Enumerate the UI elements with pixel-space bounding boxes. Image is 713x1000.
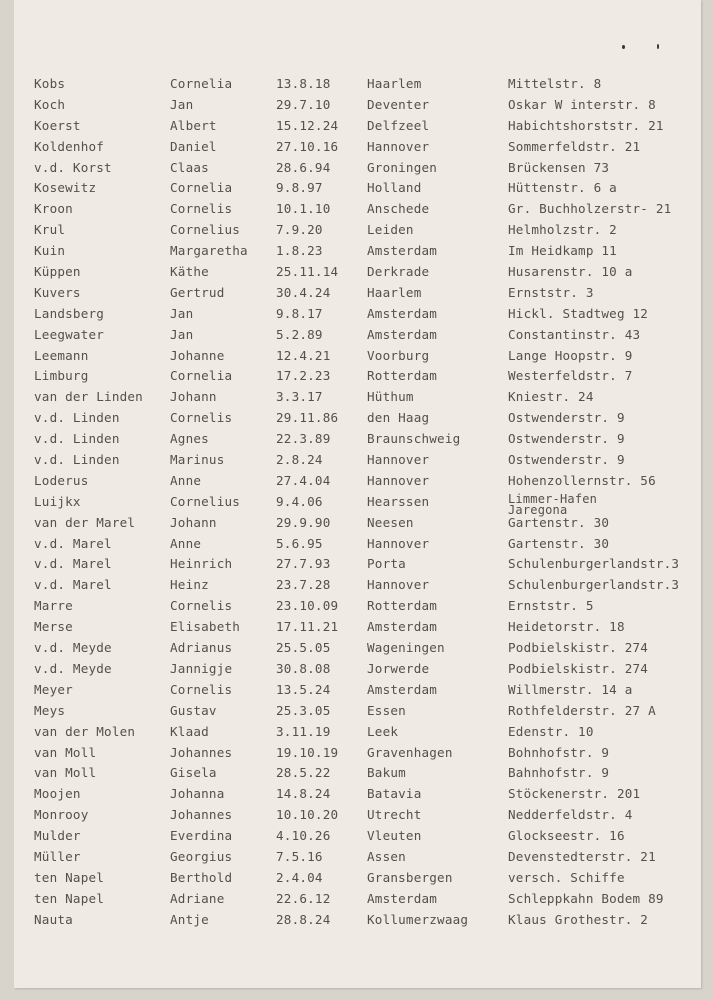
birth-date-cell: 27.7.93 bbox=[276, 556, 331, 572]
birth-date-cell: 23.10.09 bbox=[276, 598, 339, 614]
table-row bbox=[34, 180, 694, 201]
birth-place-cell: Wageningen bbox=[367, 640, 445, 656]
table-row bbox=[34, 97, 694, 118]
first-name-cell: Johann bbox=[170, 389, 217, 405]
first-name-cell: Albert bbox=[170, 117, 217, 133]
table-row bbox=[34, 870, 694, 891]
first-name-cell: Anne bbox=[170, 535, 202, 551]
last-name-cell: Landsberg bbox=[34, 305, 105, 321]
last-name-cell: Leemann bbox=[34, 347, 89, 363]
first-name-cell: Cornelius bbox=[170, 222, 241, 238]
first-name-cell: Gisela bbox=[170, 765, 217, 781]
first-name-cell: Heinrich bbox=[170, 556, 233, 572]
birth-place-cell: Amsterdam bbox=[367, 890, 438, 906]
birth-place-cell: Porta bbox=[367, 556, 406, 572]
birth-place-cell: Batavia bbox=[367, 786, 422, 802]
address-cell: Ernststr. 5 bbox=[508, 598, 594, 614]
birth-place-cell: Groningen bbox=[367, 159, 438, 175]
birth-date-cell: 13.8.18 bbox=[276, 76, 331, 91]
table-row bbox=[34, 160, 694, 181]
table-row bbox=[34, 807, 694, 828]
birth-place-cell: Jorwerde bbox=[367, 660, 430, 676]
address-cell: Oskar W interstr. 8 bbox=[508, 96, 656, 112]
first-name-cell: Johannes bbox=[170, 807, 233, 823]
address-cell: Constantinstr. 43 bbox=[508, 326, 641, 342]
first-name-cell: Claas bbox=[170, 159, 209, 175]
document-page bbox=[14, 0, 701, 988]
table-row bbox=[34, 389, 694, 410]
table-row bbox=[34, 765, 694, 786]
last-name-cell: Krul bbox=[34, 222, 66, 238]
address-cell: Hüttenstr. 6 a bbox=[508, 180, 617, 196]
birth-date-cell: 3.11.19 bbox=[276, 723, 331, 739]
table-row bbox=[34, 786, 694, 807]
last-name-cell: Monrooy bbox=[34, 807, 89, 823]
table-row bbox=[34, 473, 694, 494]
first-name-cell: Adriane bbox=[170, 890, 225, 906]
last-name-cell: Mulder bbox=[34, 828, 81, 844]
last-name-cell: Koch bbox=[34, 96, 66, 112]
last-name-cell: v.d. Korst bbox=[34, 159, 112, 175]
first-name-cell: Johanne bbox=[170, 347, 225, 363]
name-list-table bbox=[34, 76, 694, 933]
birth-place-cell: Bakum bbox=[367, 765, 406, 781]
ink-dot-mark bbox=[657, 44, 659, 49]
table-row bbox=[34, 410, 694, 431]
birth-place-cell: Haarlem bbox=[367, 284, 422, 300]
address-cell: versch. Schiffe bbox=[508, 869, 625, 885]
table-row bbox=[34, 745, 694, 766]
first-name-cell: Johannes bbox=[170, 744, 233, 760]
table-row bbox=[34, 222, 694, 243]
last-name-cell: Loderus bbox=[34, 472, 89, 488]
birth-place-cell: Utrecht bbox=[367, 807, 422, 823]
address-cell: Podbielskistr. 274 bbox=[508, 660, 649, 676]
table-row bbox=[34, 452, 694, 473]
address-cell: Kniestr. 24 bbox=[508, 389, 594, 405]
birth-date-cell: 4.10.26 bbox=[276, 828, 331, 844]
last-name-cell: Kosewitz bbox=[34, 180, 97, 196]
last-name-cell: v.d. Meyde bbox=[34, 660, 112, 676]
birth-place-cell: Haarlem bbox=[367, 76, 422, 91]
address-cell: Husarenstr. 10 a bbox=[508, 264, 633, 280]
last-name-cell: v.d. Linden bbox=[34, 431, 120, 447]
first-name-cell: Käthe bbox=[170, 264, 209, 280]
last-name-cell: ten Napel bbox=[34, 890, 105, 906]
birth-date-cell: 25.5.05 bbox=[276, 640, 331, 656]
first-name-cell: Cornelius bbox=[170, 493, 241, 509]
last-name-cell: van Moll bbox=[34, 765, 97, 781]
last-name-cell: Koerst bbox=[34, 117, 81, 133]
birth-date-cell: 10.1.10 bbox=[276, 201, 331, 217]
birth-date-cell: 5.6.95 bbox=[276, 535, 323, 551]
birth-date-cell: 19.10.19 bbox=[276, 744, 339, 760]
birth-place-cell: Assen bbox=[367, 848, 406, 864]
birth-date-cell: 7.9.20 bbox=[276, 222, 323, 238]
address-cell: Rothfelderstr. 27 A bbox=[508, 702, 656, 718]
address-cell: Podbielskistr. 274 bbox=[508, 640, 649, 656]
birth-place-cell: Gransbergen bbox=[367, 869, 453, 885]
birth-place-cell: Vleuten bbox=[367, 828, 422, 844]
last-name-cell: van der Marel bbox=[34, 514, 136, 530]
birth-date-cell: 17.2.23 bbox=[276, 368, 331, 384]
last-name-cell: v.d. Linden bbox=[34, 410, 120, 426]
birth-date-cell: 22.6.12 bbox=[276, 890, 331, 906]
birth-place-cell: Anschede bbox=[367, 201, 430, 217]
birth-date-cell: 2.4.04 bbox=[276, 869, 323, 885]
first-name-cell: Cornelia bbox=[170, 180, 233, 196]
table-row bbox=[34, 556, 694, 577]
last-name-cell: Moojen bbox=[34, 786, 81, 802]
birth-place-cell: Rotterdam bbox=[367, 368, 438, 384]
address-cell: Schulenburgerlandstr.3 bbox=[508, 556, 680, 572]
last-name-cell: Kroon bbox=[34, 201, 73, 217]
birth-date-cell: 29.7.10 bbox=[276, 96, 331, 112]
first-name-cell: Marinus bbox=[170, 452, 225, 468]
first-name-cell: Berthold bbox=[170, 869, 233, 885]
address-cell: Ostwenderstr. 9 bbox=[508, 452, 625, 468]
first-name-cell: Jannigje bbox=[170, 660, 233, 676]
birth-place-cell: Amsterdam bbox=[367, 619, 438, 635]
address-cell: Schulenburgerlandstr.3 bbox=[508, 577, 680, 593]
last-name-cell: Merse bbox=[34, 619, 73, 635]
table-row bbox=[34, 640, 694, 661]
last-name-cell: Leegwater bbox=[34, 326, 105, 342]
birth-place-cell: Voorburg bbox=[367, 347, 430, 363]
address-cell: Westerfeldstr. 7 bbox=[508, 368, 633, 384]
last-name-cell: ten Napel bbox=[34, 869, 105, 885]
birth-date-cell: 22.3.89 bbox=[276, 431, 331, 447]
address-cell: Ernststr. 3 bbox=[508, 284, 594, 300]
birth-date-cell: 7.5.16 bbox=[276, 848, 323, 864]
last-name-cell: Kuvers bbox=[34, 284, 81, 300]
birth-date-cell: 5.2.89 bbox=[276, 326, 323, 342]
birth-date-cell: 29.11.86 bbox=[276, 410, 339, 426]
birth-place-cell: Amsterdam bbox=[367, 305, 438, 321]
last-name-cell: v.d. Meyde bbox=[34, 640, 112, 656]
birth-date-cell: 28.8.24 bbox=[276, 911, 331, 927]
birth-place-cell: Hearssen bbox=[367, 493, 430, 509]
address-cell: Bohnhofstr. 9 bbox=[508, 744, 610, 760]
first-name-cell: Adrianus bbox=[170, 640, 233, 656]
birth-place-cell: Braunschweig bbox=[367, 431, 461, 447]
table-row bbox=[34, 264, 694, 285]
table-row bbox=[34, 912, 694, 933]
last-name-cell: Meyer bbox=[34, 681, 73, 697]
birth-date-cell: 29.9.90 bbox=[276, 514, 331, 530]
table-row bbox=[34, 327, 694, 348]
last-name-cell: Koldenhof bbox=[34, 138, 105, 154]
first-name-cell: Agnes bbox=[170, 431, 209, 447]
address-cell: Hickl. Stadtweg 12 bbox=[508, 305, 649, 321]
first-name-cell: Gustav bbox=[170, 702, 217, 718]
birth-date-cell: 28.5.22 bbox=[276, 765, 331, 781]
table-row bbox=[34, 682, 694, 703]
first-name-cell: Klaad bbox=[170, 723, 209, 739]
last-name-cell: v.d. Marel bbox=[34, 556, 112, 572]
first-name-cell: Cornelia bbox=[170, 76, 233, 91]
last-name-cell: Küppen bbox=[34, 264, 81, 280]
birth-place-cell: Hannover bbox=[367, 138, 430, 154]
birth-date-cell: 2.8.24 bbox=[276, 452, 323, 468]
table-row bbox=[34, 139, 694, 160]
table-row bbox=[34, 661, 694, 682]
birth-date-cell: 25.3.05 bbox=[276, 702, 331, 718]
birth-place-cell: Amsterdam bbox=[367, 243, 438, 259]
last-name-cell: v.d. Marel bbox=[34, 535, 112, 551]
last-name-cell: van Moll bbox=[34, 744, 97, 760]
address-cell: Im Heidkamp 11 bbox=[508, 243, 617, 259]
birth-date-cell: 9.8.17 bbox=[276, 305, 323, 321]
birth-date-cell: 13.5.24 bbox=[276, 681, 331, 697]
first-name-cell: Cornelis bbox=[170, 410, 233, 426]
first-name-cell: Elisabeth bbox=[170, 619, 241, 635]
address-cell: Brückensen 73 bbox=[508, 159, 610, 175]
birth-place-cell: Essen bbox=[367, 702, 406, 718]
first-name-cell: Cornelia bbox=[170, 368, 233, 384]
birth-date-cell: 30.8.08 bbox=[276, 660, 331, 676]
address-cell: Helmholzstr. 2 bbox=[508, 222, 617, 238]
birth-date-cell: 14.8.24 bbox=[276, 786, 331, 802]
first-name-cell: Cornelis bbox=[170, 681, 233, 697]
first-name-cell: Cornelis bbox=[170, 598, 233, 614]
first-name-cell: Cornelis bbox=[170, 201, 233, 217]
address-cell: Stöckenerstr. 201 bbox=[508, 786, 641, 802]
ink-dot-mark bbox=[622, 45, 625, 49]
table-row bbox=[34, 201, 694, 222]
last-name-cell: Luijkx bbox=[34, 493, 81, 509]
first-name-cell: Margaretha bbox=[170, 243, 248, 259]
birth-place-cell: Hannover bbox=[367, 452, 430, 468]
address-cell: Habichtshorststr. 21 bbox=[508, 117, 664, 133]
table-row bbox=[34, 348, 694, 369]
first-name-cell: Johanna bbox=[170, 786, 225, 802]
address-cell: Schleppkahn Bodem 89 bbox=[508, 890, 664, 906]
address-cell: Ostwenderstr. 9 bbox=[508, 431, 625, 447]
address-cell: Lange Hoopstr. 9 bbox=[508, 347, 633, 363]
table-row bbox=[34, 368, 694, 389]
address-cell: Klaus Grothestr. 2 bbox=[508, 911, 649, 927]
last-name-cell: Nauta bbox=[34, 911, 73, 927]
table-row bbox=[34, 849, 694, 870]
first-name-cell: Antje bbox=[170, 911, 209, 927]
address-cell: Devenstedterstr. 21 bbox=[508, 848, 656, 864]
first-name-cell: Jan bbox=[170, 326, 194, 342]
birth-date-cell: 17.11.21 bbox=[276, 619, 339, 635]
last-name-cell: Meys bbox=[34, 702, 66, 718]
address-cell: Sommerfeldstr. 21 bbox=[508, 138, 641, 154]
first-name-cell: Johann bbox=[170, 514, 217, 530]
address-cell: Nedderfeldstr. 4 bbox=[508, 807, 633, 823]
table-row bbox=[34, 285, 694, 306]
birth-place-cell: Leek bbox=[367, 723, 399, 739]
birth-place-cell: Kollumerzwaag bbox=[367, 911, 469, 927]
first-name-cell: Georgius bbox=[170, 848, 233, 864]
address-cell: Edenstr. 10 bbox=[508, 723, 594, 739]
birth-date-cell: 30.4.24 bbox=[276, 284, 331, 300]
first-name-cell: Jan bbox=[170, 305, 194, 321]
table-row bbox=[34, 76, 694, 97]
birth-place-cell: Derkrade bbox=[367, 264, 430, 280]
birth-place-cell: Amsterdam bbox=[367, 326, 438, 342]
address-cell: Hohenzollernstr. 56 bbox=[508, 472, 656, 488]
birth-place-cell: Amsterdam bbox=[367, 681, 438, 697]
birth-date-cell: 1.8.23 bbox=[276, 243, 323, 259]
address-cell: Limmer-Hafen Jaregona bbox=[508, 491, 598, 517]
address-cell: Heidetorstr. 18 bbox=[508, 619, 625, 635]
birth-place-cell: Delfzeel bbox=[367, 117, 430, 133]
last-name-cell: v.d. Marel bbox=[34, 577, 112, 593]
table-row bbox=[34, 431, 694, 452]
last-name-cell: Kobs bbox=[34, 76, 66, 91]
last-name-cell: van der Molen bbox=[34, 723, 136, 739]
birth-place-cell: Neesen bbox=[367, 514, 414, 530]
table-row bbox=[34, 724, 694, 745]
address-cell: Gartenstr. 30 bbox=[508, 535, 610, 551]
birth-date-cell: 23.7.28 bbox=[276, 577, 331, 593]
last-name-cell: Marre bbox=[34, 598, 73, 614]
last-name-cell: van der Linden bbox=[34, 389, 143, 405]
address-cell: Gr. Buchholzerstr- 21 bbox=[508, 201, 672, 217]
table-row bbox=[34, 828, 694, 849]
birth-place-cell: Leiden bbox=[367, 222, 414, 238]
birth-date-cell: 27.10.16 bbox=[276, 138, 339, 154]
table-row bbox=[34, 598, 694, 619]
birth-date-cell: 3.3.17 bbox=[276, 389, 323, 405]
last-name-cell: Kuin bbox=[34, 243, 66, 259]
birth-place-cell: Hannover bbox=[367, 472, 430, 488]
birth-date-cell: 9.8.97 bbox=[276, 180, 323, 196]
table-row bbox=[34, 703, 694, 724]
table-row bbox=[34, 491, 694, 517]
first-name-cell: Anne bbox=[170, 472, 202, 488]
birth-place-cell: den Haag bbox=[367, 410, 430, 426]
birth-place-cell: Hüthum bbox=[367, 389, 414, 405]
first-name-cell: Gertrud bbox=[170, 284, 225, 300]
birth-place-cell: Deventer bbox=[367, 96, 430, 112]
table-row bbox=[34, 536, 694, 557]
birth-date-cell: 12.4.21 bbox=[276, 347, 331, 363]
table-row bbox=[34, 619, 694, 640]
table-row bbox=[34, 243, 694, 264]
birth-date-cell: 25.11.14 bbox=[276, 264, 339, 280]
birth-place-cell: Gravenhagen bbox=[367, 744, 453, 760]
table-row bbox=[34, 306, 694, 327]
first-name-cell: Heinz bbox=[170, 577, 209, 593]
last-name-cell: Limburg bbox=[34, 368, 89, 384]
address-cell: Mittelstr. 8 bbox=[508, 76, 602, 91]
last-name-cell: Müller bbox=[34, 848, 81, 864]
address-cell: Bahnhofstr. 9 bbox=[508, 765, 610, 781]
birth-place-cell: Rotterdam bbox=[367, 598, 438, 614]
address-cell: Willmerstr. 14 a bbox=[508, 681, 633, 697]
table-row bbox=[34, 891, 694, 912]
birth-date-cell: 15.12.24 bbox=[276, 117, 339, 133]
birth-date-cell: 10.10.20 bbox=[276, 807, 339, 823]
table-row bbox=[34, 118, 694, 139]
table-row bbox=[34, 515, 694, 536]
birth-place-cell: Holland bbox=[367, 180, 422, 196]
birth-place-cell: Hannover bbox=[367, 535, 430, 551]
first-name-cell: Daniel bbox=[170, 138, 217, 154]
address-cell: Ostwenderstr. 9 bbox=[508, 410, 625, 426]
last-name-cell: v.d. Linden bbox=[34, 452, 120, 468]
table-row bbox=[34, 577, 694, 598]
birth-place-cell: Hannover bbox=[367, 577, 430, 593]
address-cell: Gartenstr. 30 bbox=[508, 514, 610, 530]
birth-date-cell: 28.6.94 bbox=[276, 159, 331, 175]
birth-date-cell: 9.4.06 bbox=[276, 493, 323, 509]
first-name-cell: Jan bbox=[170, 96, 194, 112]
first-name-cell: Everdina bbox=[170, 828, 233, 844]
birth-date-cell: 27.4.04 bbox=[276, 472, 331, 488]
address-cell: Glockseestr. 16 bbox=[508, 828, 625, 844]
